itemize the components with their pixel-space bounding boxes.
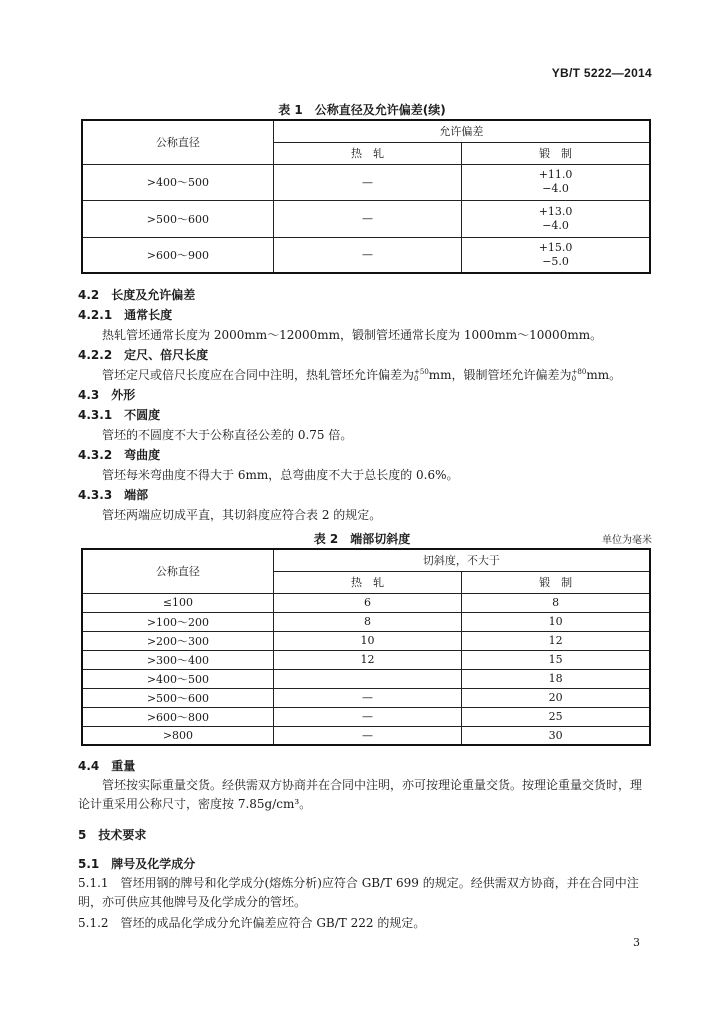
table2-cell-forged: 10 <box>462 612 650 631</box>
table2-header-bevel: 切斜度，不大于 <box>273 549 650 571</box>
paragraph: 管坯的不圆度不大于公称直径公差的 0.75 倍。 <box>102 428 353 442</box>
table2-cell-diameter: >800 <box>82 726 273 745</box>
paragraph: 5.1.2 管坯的成品化学成分允许偏差应符合 GB/T 222 的规定。 <box>78 916 426 930</box>
table2-cell-hot: — <box>273 726 461 745</box>
tolerance-forged <box>572 369 587 383</box>
paragraph: 热轧管坯通常长度为 2000mm～12000mm，锻制管坯通常长度为 1000mm～10000mm。 <box>102 328 603 342</box>
table2-cell-diameter: >300～400 <box>82 650 273 669</box>
table2-cell-diameter: >400～500 <box>82 669 273 688</box>
forged-upper: +13.0 <box>538 204 573 218</box>
table2-unit: 单位为毫米 <box>602 535 652 546</box>
table1-cell-hot: — <box>273 164 461 200</box>
table2-cell-forged: 15 <box>462 650 650 669</box>
table2-caption: 表 2 端部切斜度 <box>313 532 411 546</box>
standard-code: YB/T 5222—2014 <box>551 66 652 80</box>
table1-cell-hot: — <box>273 200 461 237</box>
table1-cell-hot: — <box>273 237 461 273</box>
text: mm，锻制管坯允许偏差为 <box>428 368 572 382</box>
paragraph: 管坯每米弯曲度不得大于 6mm，总弯曲度不大于总长度的 0.6%。 <box>102 468 459 482</box>
table-row <box>82 593 650 612</box>
tolerance-hot <box>414 369 429 383</box>
table-row <box>82 650 650 669</box>
section-heading: 5 技术要求 <box>78 828 147 842</box>
section-heading: 4.3.1 不圆度 <box>78 408 161 422</box>
section-heading: 4.2.2 定尺、倍尺长度 <box>78 348 209 362</box>
tolerance-upper: +50 <box>414 367 429 376</box>
table1-header-diameter: 公称直径 <box>82 120 273 164</box>
table2-cell-diameter: >500～600 <box>82 688 273 707</box>
paragraph <box>102 366 621 383</box>
table1-cell-diameter: >400～500 <box>82 164 273 200</box>
tolerance-lower: 0 <box>414 374 419 383</box>
table2-cell-hot: 10 <box>273 631 461 650</box>
table2-cell-diameter: >600～800 <box>82 707 273 726</box>
table-row <box>82 688 650 707</box>
table2-header-forged: 锻 制 <box>462 571 650 593</box>
table1-header-tolerance: 允许偏差 <box>273 120 650 142</box>
section-heading: 4.3 外形 <box>78 388 136 402</box>
table2 <box>81 548 651 746</box>
section-heading: 5.1 牌号及化学成分 <box>78 857 196 871</box>
table-row <box>82 200 650 237</box>
table2-header-hot: 热 轧 <box>273 571 461 593</box>
paragraph: 管坯两端应切成平直，其切斜度应符合表 2 的规定。 <box>102 508 382 522</box>
tolerance-lower: 0 <box>571 374 577 383</box>
table-row <box>82 726 650 745</box>
forged-lower: −4.0 <box>542 218 569 232</box>
table2-cell-hot <box>273 669 461 688</box>
table-row <box>82 669 650 688</box>
tolerance-upper: +80 <box>571 367 587 376</box>
section-heading: 4.4 重量 <box>78 759 136 773</box>
table-row <box>82 612 650 631</box>
table1-caption: 表 1 公称直径及允许偏差(续) <box>278 103 446 117</box>
table2-cell-hot: 6 <box>273 593 461 612</box>
table2-cell-hot: — <box>273 688 461 707</box>
table2-cell-forged: 20 <box>462 688 650 707</box>
forged-upper: +15.0 <box>538 240 573 254</box>
table-row <box>82 631 650 650</box>
page-number: 3 <box>633 936 640 949</box>
section-heading: 4.2 长度及允许偏差 <box>78 288 196 302</box>
table-row <box>82 237 650 273</box>
table1-cell-forged <box>462 200 650 237</box>
table2-header-diameter: 公称直径 <box>82 549 273 593</box>
table2-cell-forged: 18 <box>462 669 650 688</box>
text: mm。 <box>586 368 622 382</box>
section-heading: 4.2.1 通常长度 <box>78 308 173 322</box>
table1-header-forged: 锻 制 <box>462 142 650 164</box>
table1-header-hot: 热 轧 <box>273 142 461 164</box>
section-heading: 4.3.3 端部 <box>78 488 149 502</box>
table2-cell-diameter: >200～300 <box>82 631 273 650</box>
table2-cell-forged: 30 <box>462 726 650 745</box>
table2-cell-diameter: >100～200 <box>82 612 273 631</box>
table2-cell-hot: 12 <box>273 650 461 669</box>
text: 管坯定尺或倍尺长度应在合同中注明，热轧管坯允许偏差为 <box>102 368 415 382</box>
table2-cell-forged: 12 <box>462 631 650 650</box>
table2-cell-hot: — <box>273 707 461 726</box>
forged-upper: +11.0 <box>538 168 573 181</box>
table2-cell-diameter: ≤100 <box>82 593 273 612</box>
table2-cell-forged: 8 <box>462 593 650 612</box>
table-row <box>82 164 650 200</box>
table1-cell-forged <box>462 237 650 273</box>
table1-cell-diameter: >500～600 <box>82 200 273 237</box>
forged-lower: −4.0 <box>542 182 569 195</box>
table2-cell-hot: 8 <box>273 612 461 631</box>
paragraph: 管坯按实际重量交货。经供需双方协商并在合同中注明，亦可按理论重量交货。按理论重量交货时，理论计重采用公称尺寸，密度按 7.85g/cm³。 <box>78 778 643 811</box>
paragraph: 5.1.1 管坯用钢的牌号和化学成分(熔炼分析)应符合 GB/T 699 的规定。经供需双方协商，并在合同中注明，亦可供应其他牌号及化学成分的管坯。 <box>78 876 639 909</box>
section-heading: 4.3.2 弯曲度 <box>78 448 161 462</box>
table1-cell-forged <box>462 164 650 200</box>
table1 <box>81 119 651 274</box>
table-row <box>82 707 650 726</box>
forged-lower: −5.0 <box>542 254 569 268</box>
table1-cell-diameter: >600～900 <box>82 237 273 273</box>
table2-cell-forged: 25 <box>462 707 650 726</box>
